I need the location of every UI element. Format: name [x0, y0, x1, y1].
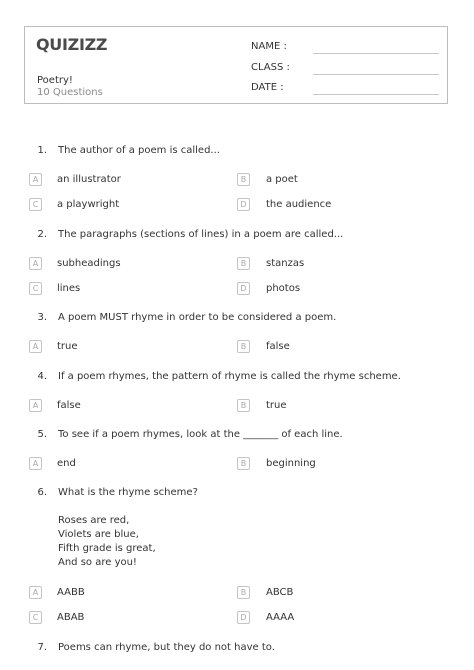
option-b-box[interactable]: B: [237, 257, 250, 270]
question-number: 6.: [37, 487, 47, 498]
option-b-text: stanzas: [266, 258, 305, 269]
option-d-text: the audience: [266, 199, 332, 210]
option-a-text: subheadings: [57, 258, 121, 269]
name-field[interactable]: [313, 53, 439, 54]
option-c-text: lines: [57, 283, 81, 294]
option-b-text: false: [266, 341, 290, 352]
option-b-box[interactable]: B: [237, 399, 250, 412]
worksheet-title: Poetry!: [37, 75, 73, 86]
option-a-box[interactable]: A: [29, 586, 42, 599]
option-d-text: AAAA: [266, 612, 295, 623]
option-b-text: true: [266, 400, 287, 411]
option-b-text: beginning: [266, 458, 316, 469]
option-a-box[interactable]: A: [29, 457, 42, 470]
worksheet-header: [24, 26, 448, 104]
question-number: 3.: [37, 312, 47, 323]
option-a-text: end: [57, 458, 76, 469]
question-text: To see if a poem rhymes, look at the _______ of each line.: [58, 429, 343, 440]
option-a-box[interactable]: A: [29, 173, 42, 186]
option-b-box[interactable]: B: [237, 586, 250, 599]
name-label: NAME :: [251, 41, 287, 52]
question-count: 10 Questions: [37, 87, 103, 98]
poem-line: Violets are blue,: [58, 529, 139, 540]
poem-line: Fifth grade is great,: [58, 543, 156, 554]
question-number: 2.: [37, 229, 47, 240]
option-c-text: ABAB: [57, 612, 85, 623]
option-b-box[interactable]: B: [237, 340, 250, 353]
date-label: DATE :: [251, 82, 284, 93]
class-field[interactable]: [313, 74, 439, 75]
question-number: 7.: [37, 642, 47, 653]
option-a-text: true: [57, 341, 78, 352]
poem-line: Roses are red,: [58, 515, 130, 526]
option-d-text: photos: [266, 283, 301, 294]
question-text: The paragraphs (sections of lines) in a poem are called...: [58, 229, 344, 240]
option-a-text: an illustrator: [57, 174, 121, 185]
question-text: The author of a poem is called...: [58, 145, 220, 156]
poem-line: And so are you!: [58, 557, 137, 568]
question-number: 1.: [37, 145, 47, 156]
option-a-box[interactable]: A: [29, 257, 42, 270]
option-b-text: a poet: [266, 174, 298, 185]
option-d-box[interactable]: D: [237, 198, 250, 211]
option-b-box[interactable]: B: [237, 173, 250, 186]
option-c-box[interactable]: C: [29, 282, 42, 295]
option-d-box[interactable]: D: [237, 282, 250, 295]
option-d-box[interactable]: D: [237, 611, 250, 624]
option-c-text: a playwright: [57, 199, 120, 210]
option-b-text: ABCB: [266, 587, 294, 598]
question-text: A poem MUST rhyme in order to be considered a poem.: [58, 312, 337, 323]
option-a-text: false: [57, 400, 81, 411]
question-text: Poems can rhyme, but they do not have to.: [58, 642, 275, 653]
question-number: 4.: [37, 371, 47, 382]
date-field[interactable]: [313, 94, 439, 95]
option-c-box[interactable]: C: [29, 611, 42, 624]
quizizz-logo: QUIZIZZ: [36, 35, 108, 54]
option-a-box[interactable]: A: [29, 340, 42, 353]
question-text: What is the rhyme scheme?: [58, 487, 198, 498]
option-a-text: AABB: [57, 587, 85, 598]
option-a-box[interactable]: A: [29, 399, 42, 412]
question-number: 5.: [37, 429, 47, 440]
class-label: CLASS :: [251, 62, 290, 73]
option-c-box[interactable]: C: [29, 198, 42, 211]
option-b-box[interactable]: B: [237, 457, 250, 470]
question-text: If a poem rhymes, the pattern of rhyme is called the rhyme scheme.: [58, 371, 401, 382]
